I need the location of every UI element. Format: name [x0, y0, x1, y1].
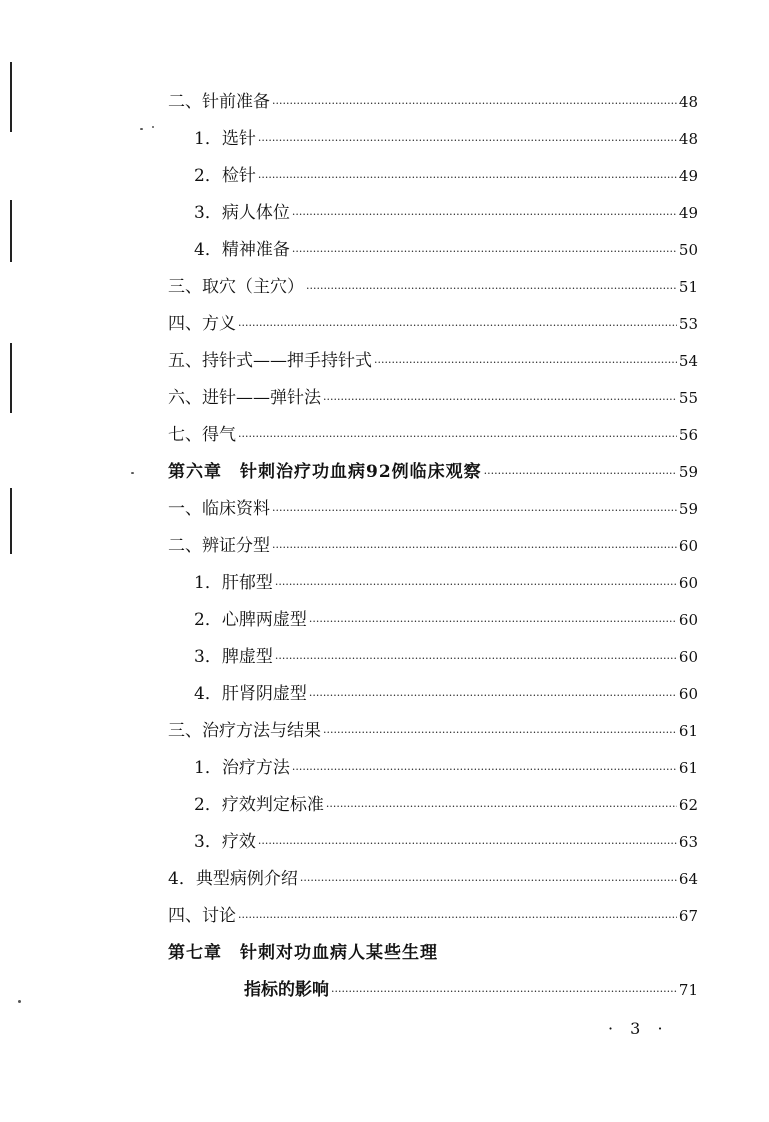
toc-entry-title: 二、辨证分型	[168, 536, 270, 556]
scan-speck	[131, 472, 134, 474]
toc-entry-page: 55	[678, 389, 698, 407]
toc-entry-title: 一、临床资料	[168, 499, 270, 519]
dot-leader	[292, 763, 677, 776]
toc-entry-title: 3．病人体位	[194, 203, 290, 223]
toc-entry-title: 四、方义	[168, 314, 236, 334]
toc-entry-title: 1．肝郁型	[194, 573, 273, 593]
dot-leader	[323, 393, 677, 406]
dot-leader	[309, 689, 677, 702]
toc-entry-title: 四、讨论	[168, 906, 236, 926]
toc-entry-page: 71	[678, 981, 698, 999]
toc-entry-title: 三、取穴（主穴）	[168, 277, 304, 297]
dot-leader	[309, 615, 677, 628]
toc-entry	[168, 679, 698, 716]
dot-leader	[300, 874, 677, 887]
toc-entry-title: 4．肝肾阴虚型	[194, 684, 307, 704]
chapter-7-title-line1: 第七章 针刺对功血病人某些生理	[168, 943, 438, 963]
toc-entry-title: 五、持针式——押手持针式	[168, 351, 372, 371]
toc-entry-page: 49	[678, 204, 698, 222]
toc-entry-page: 62	[678, 796, 698, 814]
toc-entry-title: 2．疗效判定标准	[194, 795, 324, 815]
toc-entry-page: 50	[678, 241, 698, 259]
toc-entry-page: 54	[678, 352, 698, 370]
toc-entry	[168, 642, 698, 679]
toc-entry-title: 2．心脾两虚型	[194, 610, 307, 630]
dot-leader	[326, 800, 677, 813]
margin-line	[10, 488, 12, 554]
toc-entry	[168, 901, 698, 938]
toc-entry-page: 60	[678, 574, 698, 592]
toc-entry-title: 1．选针	[194, 129, 256, 149]
toc-entry	[168, 827, 698, 864]
toc-entry-page: 60	[678, 648, 698, 666]
scan-speck	[140, 128, 143, 130]
toc-entry	[168, 272, 698, 309]
toc-entry-title: 1．治疗方法	[194, 758, 290, 778]
toc-entry	[168, 531, 698, 568]
dot-leader	[258, 837, 677, 850]
toc-entry	[168, 87, 698, 124]
toc-entry-title: 七、得气	[168, 425, 236, 445]
toc-entry-page: 59	[678, 463, 698, 481]
dot-leader	[258, 134, 677, 147]
toc-entry-page: 48	[678, 130, 698, 148]
dot-leader	[292, 245, 677, 258]
dot-leader	[484, 467, 677, 480]
toc-entry	[168, 309, 698, 346]
toc-entry	[168, 457, 698, 494]
scan-speck	[152, 126, 154, 128]
toc-entry-title: 第六章 针刺治疗功血病92例临床观察	[168, 462, 482, 482]
dot-leader	[306, 282, 677, 295]
toc-entry	[168, 124, 698, 161]
toc-entry	[168, 346, 698, 383]
toc-entry-page: 67	[678, 907, 698, 925]
toc-entry	[168, 605, 698, 642]
dot-leader	[275, 578, 677, 591]
toc-entry-title: 二、针前准备	[168, 92, 270, 112]
dot-leader	[331, 985, 677, 998]
toc-entry-title: 3．脾虚型	[194, 647, 273, 667]
toc-entry-page: 63	[678, 833, 698, 851]
toc-entry-title: 六、进针——弹针法	[168, 388, 321, 408]
toc-entry-page: 61	[678, 722, 698, 740]
toc-entry	[168, 790, 698, 827]
toc-entry-page: 61	[678, 759, 698, 777]
toc-entry-title: 3．疗效	[194, 832, 256, 852]
toc-entry-title: 4．典型病例介绍	[168, 869, 298, 889]
margin-line	[10, 62, 12, 132]
toc-entry	[168, 975, 698, 1012]
toc-entry-page: 53	[678, 315, 698, 333]
toc-entry	[168, 198, 698, 235]
toc-entry	[168, 420, 698, 457]
dot-leader	[272, 504, 677, 517]
toc-entry-page: 48	[678, 93, 698, 111]
toc-entry-title: 2．检针	[194, 166, 256, 186]
dot-leader	[238, 430, 677, 443]
margin-line	[10, 200, 12, 262]
toc-entry-page: 60	[678, 537, 698, 555]
dot-leader	[374, 356, 677, 369]
toc-entry-title: 三、治疗方法与结果	[168, 721, 321, 741]
table-of-contents	[168, 87, 698, 1012]
toc-entry-page: 51	[678, 278, 698, 296]
dot-leader	[292, 208, 677, 221]
toc-entry	[168, 716, 698, 753]
toc-entry	[168, 161, 698, 198]
dot-leader	[258, 171, 677, 184]
toc-entry	[168, 494, 698, 531]
dot-leader	[238, 911, 677, 924]
scan-speck	[18, 1000, 21, 1003]
chapter-7-title-line2: 指标的影响	[244, 980, 329, 1000]
dot-leader	[272, 97, 677, 110]
toc-entry-page: 49	[678, 167, 698, 185]
toc-entry-page: 56	[678, 426, 698, 444]
dot-leader	[323, 726, 677, 739]
page-number: · 3 ·	[608, 1019, 669, 1038]
toc-entry-title: 4．精神准备	[194, 240, 290, 260]
toc-entry	[168, 568, 698, 605]
dot-leader	[275, 652, 677, 665]
toc-entry	[168, 235, 698, 272]
dot-leader	[238, 319, 677, 332]
toc-entry-page: 60	[678, 685, 698, 703]
toc-entry-page: 59	[678, 500, 698, 518]
margin-line	[10, 343, 12, 413]
toc-entry	[168, 753, 698, 790]
toc-entry	[168, 383, 698, 420]
dot-leader	[272, 541, 677, 554]
toc-entry-page: 64	[678, 870, 698, 888]
toc-entry	[168, 864, 698, 901]
toc-entry-page: 60	[678, 611, 698, 629]
